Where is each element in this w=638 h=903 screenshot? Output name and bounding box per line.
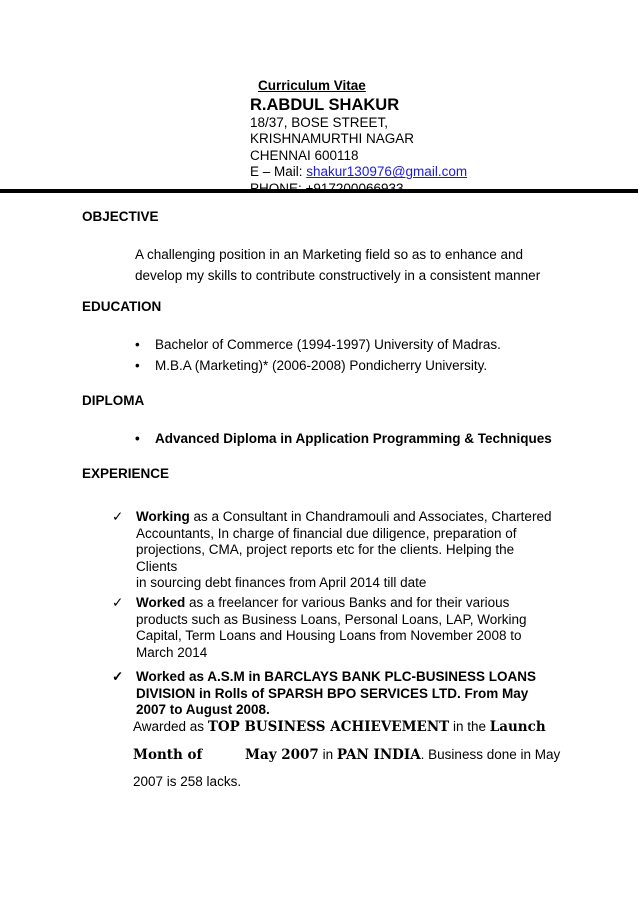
objective-heading: OBJECTIVE: [82, 209, 159, 224]
checkmark-icon: ✓: [112, 509, 124, 524]
education-list: [135, 334, 501, 376]
objective-line-2: develop my skills to contribute constructively in a consistent manner: [135, 268, 541, 283]
email-line: [250, 164, 467, 181]
email-link[interactable]: shakur130976@gmail.com: [306, 164, 468, 180]
email-label: E – Mail:: [250, 164, 307, 180]
address-line-2: KRISHNAMURTHI NAGAR: [250, 131, 415, 147]
bullet-icon: •: [135, 358, 140, 373]
objective-text: [135, 244, 605, 286]
candidate-name: R.ABDUL SHAKUR: [250, 95, 400, 114]
document-title: Curriculum Vitae: [258, 78, 366, 93]
bullet-icon: •: [135, 337, 140, 352]
education-heading: EDUCATION: [82, 299, 162, 314]
checkmark-icon: ✓: [112, 595, 124, 610]
diploma-list: [135, 428, 552, 449]
address-line-3: CHENNAI 600118: [250, 147, 359, 163]
experience-item: ✓ Worked as A.S.M in BARCLAYS BANK PLC-BUSINESS LOANS DIVISION in Rolls of SPARSH BPO SERVICES LTD. From May 2007 to August 2008.: [112, 669, 537, 717]
contact-header: [250, 78, 467, 198]
list-item: • M.B.A (Marketing)* (2006-2008) Pondicherry University.: [135, 355, 501, 376]
list-item: • Bachelor of Commerce (1994-1997) University of Madras.: [135, 334, 501, 355]
award-line-3: 2007 is 258 lacks.: [133, 774, 242, 789]
experience-heading: EXPERIENCE: [82, 466, 170, 481]
award-line-1: Awarded as TOP BUSINESS ACHIEVEMENT in the Launch: [133, 719, 546, 735]
header-divider: [0, 189, 638, 193]
experience-item: ✓ Worked as a freelancer for various Banks and for their various products such as Business Loans, Personal Loans, LAP, Working Capital, Term Loans and Housing Loans from November 2008 to March 2014: [112, 595, 527, 660]
diploma-heading: DIPLOMA: [82, 393, 145, 408]
address-line-1: 18/37, BOSE STREET,: [250, 114, 389, 130]
award-line-2: Month of: [133, 747, 203, 763]
objective-line-1: A challenging position in an Marketing field so as to enhance and: [135, 247, 524, 262]
award-line-2-cont: May 2007 in PAN INDIA. Business done in May: [245, 747, 561, 763]
list-item: • Advanced Diploma in Application Programming & Techniques: [135, 428, 552, 449]
bullet-icon: •: [135, 431, 140, 446]
checkmark-icon: ✓: [112, 669, 124, 684]
experience-item: ✓ Working as a Consultant in Chandramouli and Associates, Chartered Accountants, In charge of financial due diligence, preparation of projections, CMA, project reports etc for the clients. Helping the Clients in sourcing debt finances from April 2014 till date: [112, 509, 552, 590]
